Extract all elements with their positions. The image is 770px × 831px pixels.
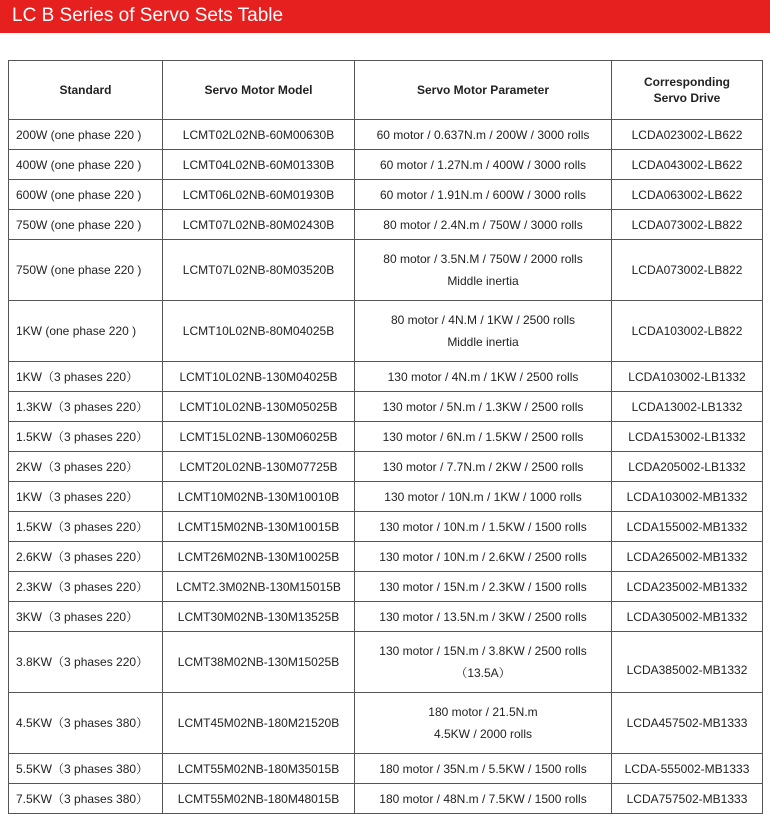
table-row [9,120,763,150]
cell-motor-parameter [355,362,612,392]
cell-servo-drive: LCDA043002-LB622 [612,150,763,180]
cell-servo-drive: LCDA023002-LB622 [612,120,763,150]
cell-motor-parameter [355,392,612,422]
cell-servo-drive: LCDA103002-MB1332 [612,482,763,512]
cell-motor-parameter [355,632,612,693]
parameter-line: 130 motor / 4N.m / 1KW / 2500 rolls [387,369,579,384]
cell-standard: 3.8KW（3 phases 220） [9,632,163,693]
cell-servo-drive: LCDA757502-MB1333 [612,784,763,814]
parameter-line: 130 motor / 10N.m / 1KW / 1000 rolls [384,489,582,504]
cell-standard: 600W (one phase 220 ) [9,180,163,210]
parameter-line: 180 motor / 21.5N.m [428,705,538,719]
cell-standard: 7.5KW（3 phases 380） [9,784,163,814]
cell-motor-model: LCMT20L02NB-130M07725B [163,452,355,482]
table-body [9,120,763,814]
parameter-line: 80 motor / 2.4N.m / 750W / 3000 rolls [383,217,583,232]
cell-motor-parameter [355,512,612,542]
cell-servo-drive: LCDA305002-MB1332 [612,602,763,632]
parameter-line: 130 motor / 15N.m / 2.3KW / 1500 rolls [379,579,587,594]
parameter-line: （13.5A） [455,666,511,680]
cell-standard: 5.5KW（3 phases 380） [9,754,163,784]
cell-motor-model: LCMT10L02NB-80M04025B [163,301,355,362]
cell-standard: 3KW（3 phases 220） [9,602,163,632]
cell-standard: 2KW（3 phases 220） [9,452,163,482]
header-motor-parameter: Servo Motor Parameter [355,61,612,120]
table-row [9,754,763,784]
cell-standard: 750W (one phase 220 ) [9,210,163,240]
parameter-line: 60 motor / 1.27N.m / 400W / 3000 rolls [379,157,587,172]
parameter-line: 80 motor / 3.5N.M / 750W / 2000 rolls [383,252,583,266]
header-servo-drive-line2: Servo Drive [653,91,721,105]
cell-motor-model: LCMT15M02NB-130M10015B [163,512,355,542]
table-row [9,512,763,542]
cell-motor-model: LCMT10M02NB-130M10010B [163,482,355,512]
parameter-line: 180 motor / 35N.m / 5.5KW / 1500 rolls [379,761,587,776]
cell-motor-parameter [355,754,612,784]
cell-motor-parameter [355,693,612,754]
parameter-line: Middle inertia [447,274,519,288]
cell-motor-parameter [355,452,612,482]
cell-servo-drive: LCDA13002-LB1332 [612,392,763,422]
table-row [9,482,763,512]
cell-standard: 2.6KW（3 phases 220） [9,542,163,572]
cell-servo-drive: LCDA103002-LB822 [612,301,763,362]
title-bar [0,0,770,33]
cell-motor-parameter [355,301,612,362]
table-row [9,150,763,180]
table-row [9,422,763,452]
parameter-line: 180 motor / 48N.m / 7.5KW / 1500 rolls [379,791,587,806]
cell-servo-drive: LCDA155002-MB1332 [612,512,763,542]
cell-motor-model: LCMT10L02NB-130M04025B [163,362,355,392]
parameter-line: 130 motor / 5N.m / 1.3KW / 2500 rolls [382,399,584,414]
page-title: LC B Series of Servo Sets Table [12,5,284,26]
cell-motor-model: LCMT07L02NB-80M03520B [163,240,355,301]
servo-drive-text: LCDA385002-MB1332 [626,663,748,677]
table-row [9,240,763,301]
cell-motor-model: LCMT30M02NB-130M13525B [163,602,355,632]
cell-standard: 2.3KW（3 phases 220） [9,572,163,602]
table-row [9,784,763,814]
table-row [9,301,763,362]
table-row [9,452,763,482]
cell-motor-model: LCMT10L02NB-130M05025B [163,392,355,422]
cell-servo-drive: LCDA457502-MB1333 [612,693,763,754]
table-row [9,362,763,392]
parameter-line: 80 motor / 4N.M / 1KW / 2500 rolls [390,313,576,327]
table-header-row [9,61,763,120]
cell-motor-model: LCMT55M02NB-180M35015B [163,754,355,784]
cell-motor-parameter [355,482,612,512]
cell-motor-model: LCMT15L02NB-130M06025B [163,422,355,452]
cell-servo-drive: LCDA063002-LB622 [612,180,763,210]
cell-standard: 1KW (one phase 220 ) [9,301,163,362]
parameter-line: 130 motor / 6N.m / 1.5KW / 2500 rolls [382,429,584,444]
table-row [9,602,763,632]
cell-motor-parameter [355,150,612,180]
header-servo-drive-line1: Corresponding [644,75,730,89]
cell-servo-drive: LCDA235002-MB1332 [612,572,763,602]
cell-standard: 4.5KW（3 phases 380） [9,693,163,754]
table-row [9,542,763,572]
parameter-line: 60 motor / 0.637N.m / 200W / 3000 rolls [376,127,590,142]
table-row [9,180,763,210]
cell-motor-model: LCMT02L02NB-60M00630B [163,120,355,150]
cell-servo-drive: LCDA265002-MB1332 [612,542,763,572]
cell-servo-drive: LCDA073002-LB822 [612,240,763,301]
parameter-line: 130 motor / 10N.m / 1.5KW / 1500 rolls [379,519,587,534]
cell-motor-model: LCMT06L02NB-60M01930B [163,180,355,210]
cell-standard: 1.3KW（3 phases 220） [9,392,163,422]
cell-servo-drive: LCDA073002-LB822 [612,210,763,240]
cell-motor-parameter [355,422,612,452]
cell-motor-model: LCMT38M02NB-130M15025B [163,632,355,693]
cell-motor-model: LCMT2.3M02NB-130M15015B [163,572,355,602]
cell-servo-drive: LCDA103002-LB1332 [612,362,763,392]
parameter-line: 130 motor / 10N.m / 2.6KW / 2500 rolls [379,549,587,564]
cell-standard: 1.5KW（3 phases 220） [9,512,163,542]
cell-standard: 200W (one phase 220 ) [9,120,163,150]
cell-motor-model: LCMT26M02NB-130M10025B [163,542,355,572]
cell-servo-drive: LCDA205002-LB1332 [612,452,763,482]
table-row [9,392,763,422]
parameter-line: 60 motor / 1.91N.m / 600W / 3000 rolls [379,187,587,202]
cell-servo-drive: LCDA153002-LB1332 [612,422,763,452]
parameter-line: 130 motor / 7.7N.m / 2KW / 2500 rolls [382,459,584,474]
cell-motor-parameter [355,602,612,632]
cell-motor-parameter [355,542,612,572]
cell-motor-model: LCMT04L02NB-60M01330B [163,150,355,180]
cell-motor-parameter [355,572,612,602]
parameter-line: 4.5KW / 2000 rolls [433,727,533,741]
cell-servo-drive: LCDA-555002-MB1333 [612,754,763,784]
cell-motor-parameter [355,210,612,240]
parameter-line: 130 motor / 15N.m / 3.8KW / 2500 rolls [379,644,587,658]
cell-motor-parameter [355,120,612,150]
table-row [9,210,763,240]
servo-sets-table [8,60,763,814]
parameter-line: 130 motor / 13.5N.m / 3KW / 2500 rolls [379,609,587,624]
cell-motor-model: LCMT45M02NB-180M21520B [163,693,355,754]
parameter-line: Middle inertia [447,335,519,349]
table-row [9,632,763,693]
cell-standard: 1.5KW（3 phases 220） [9,422,163,452]
cell-standard: 750W (one phase 220 ) [9,240,163,301]
cell-motor-model: LCMT07L02NB-80M02430B [163,210,355,240]
cell-standard: 400W (one phase 220 ) [9,150,163,180]
cell-standard: 1KW（3 phases 220） [9,362,163,392]
cell-servo-drive [612,632,763,693]
table-row [9,572,763,602]
cell-motor-model: LCMT55M02NB-180M48015B [163,784,355,814]
header-motor-model: Servo Motor Model [163,61,355,120]
cell-motor-parameter [355,240,612,301]
header-servo-drive [612,61,763,120]
header-standard: Standard [9,61,163,120]
cell-motor-parameter [355,784,612,814]
table-row [9,693,763,754]
cell-standard: 1KW（3 phases 220） [9,482,163,512]
cell-motor-parameter [355,180,612,210]
